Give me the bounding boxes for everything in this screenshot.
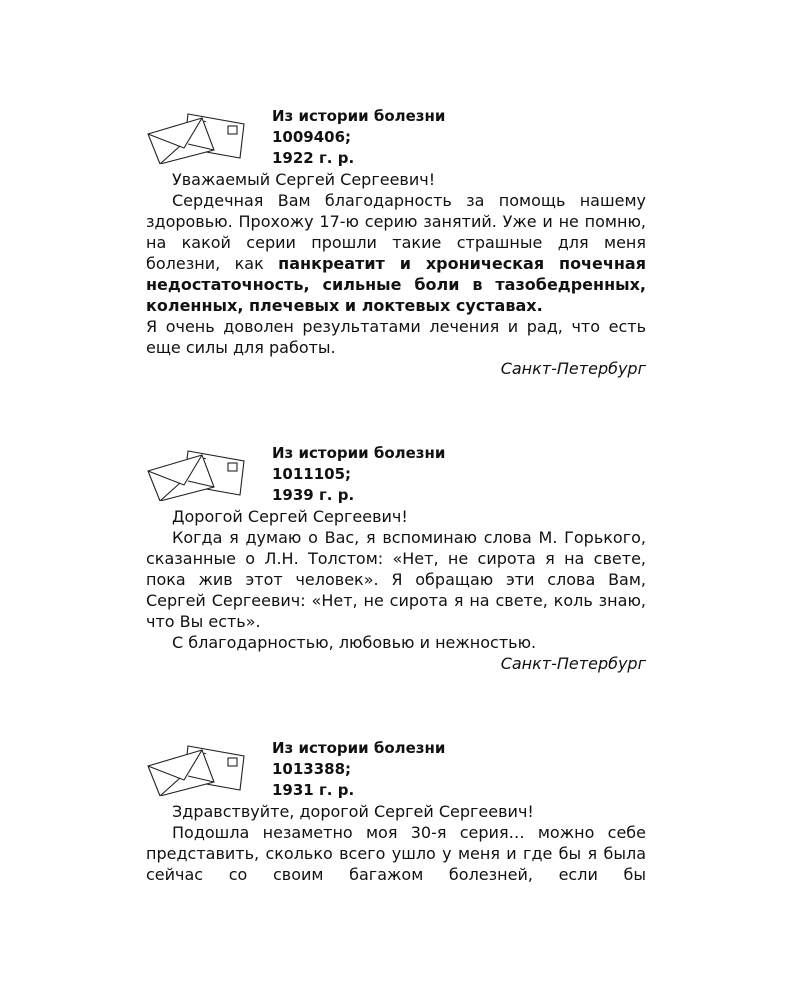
history-number: 1011105;	[272, 465, 352, 483]
paragraph: Подошла незаметно моя 30-я серия… можно себе представить, сколько всего ушло у меня и где бы я была сейчас со своим багажом болезней, если бы	[146, 823, 646, 884]
paragraph: С благодарностью, любовью и нежностью.	[172, 633, 537, 652]
greeting: Уважаемый Сергей Сергеевич!	[172, 170, 436, 189]
history-number: 1009406;	[272, 128, 352, 146]
letter-1	[146, 106, 646, 379]
birth-year: 1939 г. р.	[272, 486, 355, 504]
paragraph: Когда я думаю о Вас, я вспоминаю слова М. Горького, сказанные о Л.Н. Толстом: «Нет, не сирота я на свете, пока жив этот человек». Я обращаю эти слова Вам, Сергей Сергеевич: «Нет, не сирота я на свете, коль знаю, что Вы есть».	[146, 528, 646, 631]
greeting: Дорогой Сергей Сергеевич!	[172, 507, 408, 526]
letter-header	[272, 443, 646, 506]
signature-city: Санкт-Петербург	[500, 359, 646, 378]
envelope-icon	[146, 443, 246, 501]
signature-city: Санкт-Петербург	[500, 654, 646, 673]
envelope-icon	[146, 106, 246, 164]
envelope-icon	[146, 738, 246, 796]
greeting: Здравствуйте, дорогой Сергей Сергеевич!	[172, 802, 534, 821]
birth-year: 1922 г. р.	[272, 149, 355, 167]
letter-3	[146, 738, 646, 885]
paragraph	[146, 190, 646, 316]
birth-year: 1931 г. р.	[272, 781, 355, 799]
letter-header	[272, 738, 646, 801]
history-number: 1013388;	[272, 760, 352, 778]
history-title: Из истории болезни	[272, 444, 446, 462]
letter-2	[146, 443, 646, 674]
paragraph: Я очень доволен результатами лечения и рад, что есть еще силы для работы.	[146, 317, 646, 357]
history-title: Из истории болезни	[272, 739, 446, 757]
paragraph-bold-text: панкреатит и хроническая почечная недостаточность, сильные боли в тазобедренных, коленных, плечевых и локтевых суставах.	[146, 254, 647, 315]
paragraph-text: Сердечная Вам благодарность за помощь нашему здоровью. Прохожу 17-ю серию занятий. Уже и не помню, на какой серии прошли такие страшные для меня болезни, как	[146, 191, 646, 273]
letter-header	[272, 106, 646, 169]
history-title: Из истории болезни	[272, 107, 446, 125]
